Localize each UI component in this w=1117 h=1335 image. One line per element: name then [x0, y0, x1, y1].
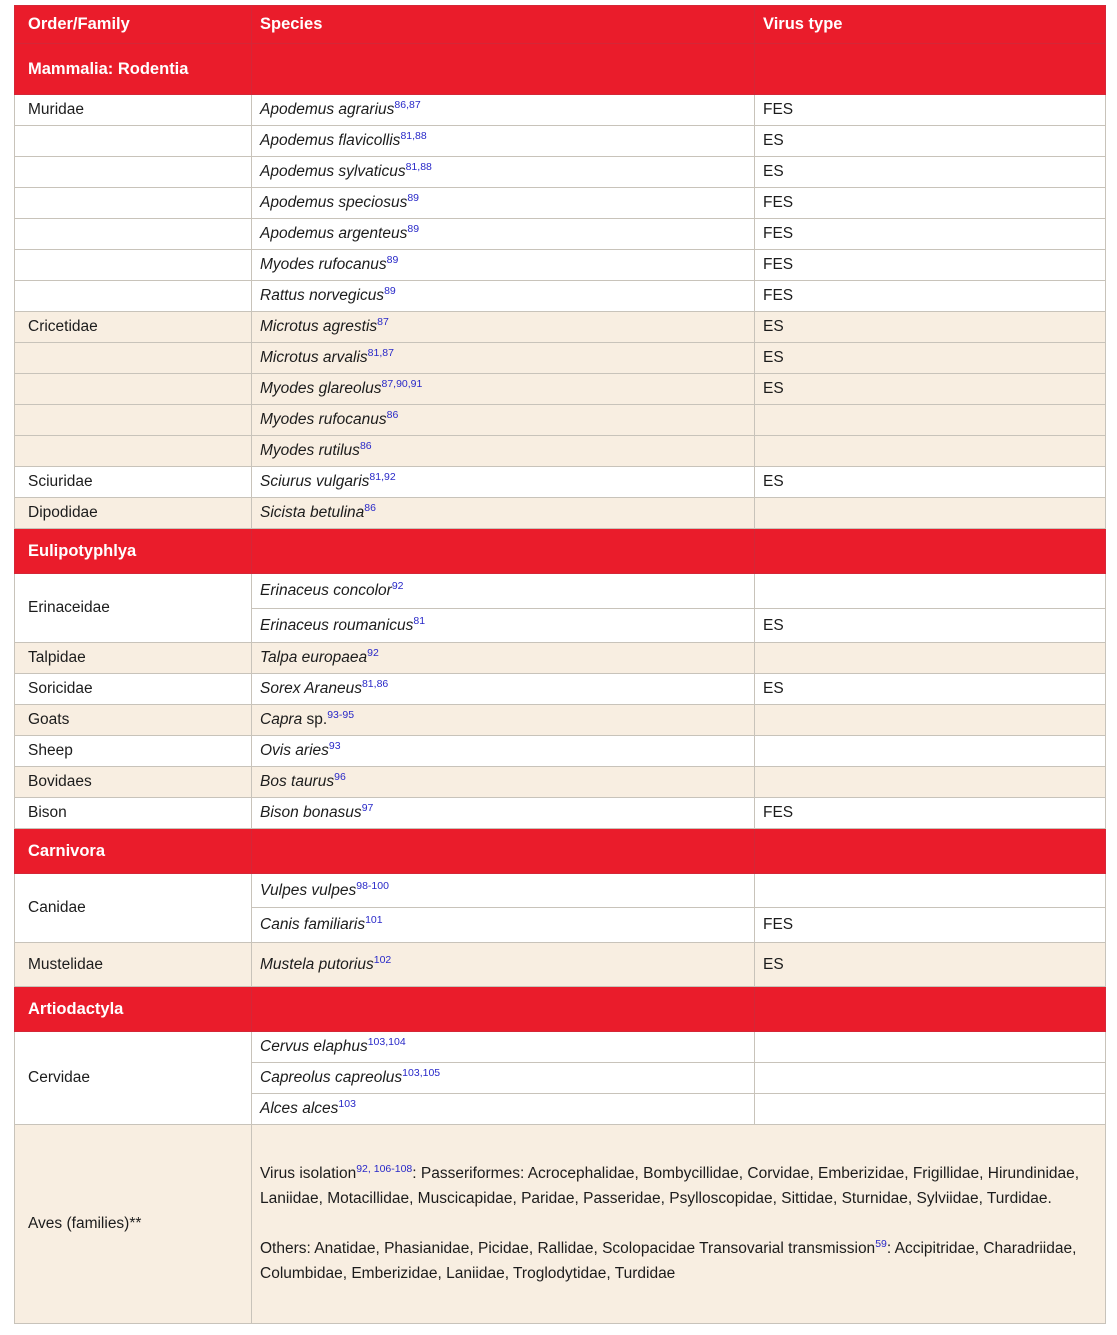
- table-row: [15, 436, 1106, 467]
- order-family-cell: Canidae: [15, 874, 252, 943]
- reference-superscript: 86,87: [394, 99, 421, 112]
- table-row: [15, 705, 1106, 736]
- species-name: Apodemus sylvaticus: [260, 163, 406, 180]
- species-name: Capra: [260, 711, 303, 728]
- aves-text: : Passeriformes: Acrocephalidae, Bombycillidae, Corvidae, Emberizidae, Frigillidae, Hirundinidae, Laniidae, Motacillidae, Muscicapidae, Paridae, Passeridae, Psylloscopidae, Sittidae, Sturnidae, Sylviidae, Turdidae.: [260, 1165, 1080, 1207]
- reference-superscript: 86: [386, 409, 399, 422]
- species-cell: [252, 126, 755, 157]
- species-cell: [252, 643, 755, 674]
- reference-superscript: 59: [875, 1238, 887, 1251]
- reference-superscript: 93: [328, 740, 341, 753]
- order-family-cell: [15, 188, 252, 219]
- species-cell: [252, 908, 755, 943]
- section-row: [15, 829, 1106, 874]
- virus-type-cell: ES: [755, 157, 1106, 188]
- species-name: Alces alces: [260, 1100, 339, 1117]
- species-cell: [252, 467, 755, 498]
- reference-superscript: 81,88: [405, 161, 432, 174]
- virus-type-cell: FES: [755, 798, 1106, 829]
- species-cell: [252, 436, 755, 467]
- species-name: Rattus norvegicus: [260, 287, 385, 304]
- table-row: [15, 574, 1106, 609]
- reference-superscript: 102: [373, 953, 392, 966]
- reference-superscript: 92, 106-108: [356, 1163, 413, 1176]
- reference-superscript: 87: [377, 316, 389, 329]
- order-family-cell: Cervidae: [15, 1032, 252, 1125]
- column-header-order-family: Order/Family: [15, 6, 252, 44]
- species-name: Bison bonasus: [260, 804, 362, 821]
- section-title: Mammalia: Rodentia: [15, 44, 252, 95]
- species-cell: [252, 498, 755, 529]
- section-row: [15, 987, 1106, 1032]
- section-cell-empty: [755, 44, 1106, 95]
- virus-type-cell: [755, 767, 1106, 798]
- aves-text: : Accipitridae, Charadriidae, Columbidae, Emberizidae, Laniidae, Troglodytidae, Turdidae: [260, 1240, 1077, 1282]
- table-row: [15, 312, 1106, 343]
- order-family-cell: Sheep: [15, 736, 252, 767]
- order-family-cell: Dipodidae: [15, 498, 252, 529]
- species-cell: [252, 250, 755, 281]
- species-name: Vulpes vulpes: [260, 881, 357, 899]
- species-cell: [252, 705, 755, 736]
- virus-type-cell: [755, 736, 1106, 767]
- section-title: Eulipotyphlya: [15, 529, 252, 574]
- species-name: Apodemus flavicollis: [260, 132, 401, 149]
- species-cell: [252, 374, 755, 405]
- virus-type-cell: [755, 643, 1106, 674]
- column-header-species: Species: [252, 6, 755, 44]
- reference-superscript: 103,105: [402, 1067, 441, 1080]
- virus-type-cell: FES: [755, 908, 1106, 943]
- table-row: [15, 498, 1106, 529]
- reference-superscript: 81,92: [369, 471, 396, 484]
- table-row: [15, 405, 1106, 436]
- order-family-cell: Bison: [15, 798, 252, 829]
- virus-type-cell: [755, 705, 1106, 736]
- table-row: [15, 643, 1106, 674]
- reference-superscript: 103: [338, 1098, 356, 1111]
- order-family-cell: Soricidae: [15, 674, 252, 705]
- species-cell: [252, 1094, 755, 1125]
- species-cell: [252, 674, 755, 705]
- species-name: Bos taurus: [260, 773, 335, 790]
- aves-paragraph: [260, 1162, 1097, 1211]
- order-family-cell: [15, 219, 252, 250]
- reference-superscript: 89: [384, 285, 396, 298]
- aves-text: Virus isolation: [260, 1165, 357, 1182]
- species-name: Talpa europaea: [260, 649, 368, 666]
- table-row: [15, 1032, 1106, 1063]
- species-name: Cervus elaphus: [260, 1038, 368, 1055]
- section-row: [15, 44, 1106, 95]
- virus-type-cell: ES: [755, 374, 1106, 405]
- table-row: [15, 467, 1106, 498]
- reference-superscript: 92: [367, 647, 379, 660]
- virus-type-cell: [755, 498, 1106, 529]
- header-row: [15, 6, 1106, 44]
- species-cell: [252, 95, 755, 126]
- order-family-cell: [15, 405, 252, 436]
- order-family-cell: [15, 126, 252, 157]
- virus-type-cell: FES: [755, 219, 1106, 250]
- host-species-table: [14, 5, 1106, 1324]
- species-cell: [252, 312, 755, 343]
- species-cell: [252, 281, 755, 312]
- species-name: Myodes rufocanus: [260, 256, 387, 273]
- reference-superscript: 96: [334, 771, 346, 784]
- order-family-cell: [15, 436, 252, 467]
- table-row: [15, 157, 1106, 188]
- species-name: Canis familiaris: [260, 916, 366, 933]
- species-cell: [252, 574, 755, 609]
- virus-type-cell: [755, 574, 1106, 609]
- aves-row: [15, 1125, 1106, 1324]
- virus-type-cell: ES: [755, 674, 1106, 705]
- order-family-cell: Mustelidae: [15, 943, 252, 987]
- table-row: [15, 874, 1106, 908]
- virus-type-cell: FES: [755, 95, 1106, 126]
- section-title: Carnivora: [15, 829, 252, 874]
- order-family-cell: [15, 343, 252, 374]
- species-name: Microtus arvalis: [260, 349, 368, 366]
- species-name: Erinaceus roumanicus: [260, 616, 414, 634]
- reference-superscript: 93-95: [327, 709, 355, 722]
- section-cell-empty: [755, 529, 1106, 574]
- order-family-cell: Talpidae: [15, 643, 252, 674]
- reference-superscript: 97: [361, 802, 374, 815]
- virus-type-cell: ES: [755, 609, 1106, 643]
- virus-type-cell: ES: [755, 312, 1106, 343]
- species-name: Sciurus vulgaris: [260, 473, 370, 490]
- species-name: Apodemus speciosus: [260, 194, 408, 211]
- table-row: [15, 374, 1106, 405]
- section-title: Artiodactyla: [15, 987, 252, 1032]
- reference-superscript: 81,86: [361, 678, 389, 691]
- table-row: [15, 767, 1106, 798]
- reference-superscript: 87,90,91: [381, 378, 423, 391]
- species-cell: [252, 405, 755, 436]
- aves-paragraph: [260, 1237, 1097, 1286]
- order-family-cell: Bovidaes: [15, 767, 252, 798]
- species-name: Microtus agrestis: [260, 318, 378, 335]
- table-row: [15, 736, 1106, 767]
- species-name: Mustela putorius: [260, 955, 374, 973]
- species-cell: [252, 1063, 755, 1094]
- species-name: Erinaceus concolor: [260, 582, 392, 599]
- column-header-virus-type: Virus type: [755, 6, 1106, 44]
- order-family-cell: [15, 157, 252, 188]
- virus-type-cell: [755, 1032, 1106, 1063]
- reference-superscript: 81: [413, 614, 426, 627]
- section-cell-empty: [252, 987, 755, 1032]
- species-cell: [252, 609, 755, 643]
- species-name: Sorex Araneus: [260, 680, 362, 697]
- table-row: [15, 219, 1106, 250]
- species-cell: [252, 874, 755, 908]
- section-cell-empty: [755, 829, 1106, 874]
- aves-text: Others: Anatidae, Phasianidae, Picidae, Rallidae, Scolopacidae Transovarial transmission: [260, 1240, 876, 1257]
- species-cell: [252, 1032, 755, 1063]
- virus-type-cell: ES: [755, 343, 1106, 374]
- reference-superscript: 86: [364, 502, 376, 515]
- reference-superscript: 92: [391, 580, 404, 593]
- species-cell: [252, 343, 755, 374]
- table-row: [15, 188, 1106, 219]
- species-name: Capreolus capreolus: [260, 1069, 403, 1086]
- species-cell: [252, 219, 755, 250]
- order-family-cell: [15, 281, 252, 312]
- table-row: [15, 250, 1106, 281]
- table-row: [15, 95, 1106, 126]
- virus-type-cell: [755, 874, 1106, 908]
- species-cell: [252, 736, 755, 767]
- order-family-cell: Cricetidae: [15, 312, 252, 343]
- virus-type-cell: [755, 1094, 1106, 1125]
- virus-type-cell: FES: [755, 188, 1106, 219]
- species-name: Apodemus agrarius: [260, 101, 395, 118]
- reference-superscript: 81,88: [400, 130, 427, 143]
- species-cell: [252, 767, 755, 798]
- species-cell: [252, 188, 755, 219]
- virus-type-cell: ES: [755, 467, 1106, 498]
- reference-superscript: 81,87: [367, 347, 394, 360]
- table-row: [15, 798, 1106, 829]
- species-cell: [252, 943, 755, 987]
- table-row: [15, 126, 1106, 157]
- species-name: Myodes glareolus: [260, 380, 382, 397]
- table-body: [15, 44, 1106, 1324]
- species-cell: [252, 157, 755, 188]
- species-suffix: sp.: [302, 711, 328, 728]
- reference-superscript: 86: [359, 440, 372, 453]
- virus-type-cell: FES: [755, 281, 1106, 312]
- section-cell-empty: [755, 987, 1106, 1032]
- species-name: Apodemus argenteus: [260, 225, 408, 242]
- species-name: Sicista betulina: [260, 504, 365, 521]
- reference-superscript: 89: [386, 254, 399, 267]
- virus-type-cell: [755, 405, 1106, 436]
- order-family-cell: [15, 374, 252, 405]
- table-row: [15, 943, 1106, 987]
- species-name: Ovis aries: [260, 742, 329, 759]
- species-cell: [252, 798, 755, 829]
- species-name: Myodes rutilus: [260, 442, 360, 459]
- virus-type-cell: [755, 436, 1106, 467]
- section-cell-empty: [252, 829, 755, 874]
- order-family-cell: Muridae: [15, 95, 252, 126]
- section-cell-empty: [252, 44, 755, 95]
- reference-superscript: 89: [407, 192, 420, 205]
- reference-superscript: 89: [407, 223, 420, 236]
- table-row: [15, 281, 1106, 312]
- virus-type-cell: FES: [755, 250, 1106, 281]
- table-header: [15, 6, 1106, 44]
- virus-type-cell: ES: [755, 126, 1106, 157]
- virus-type-cell: [755, 1063, 1106, 1094]
- section-cell-empty: [252, 529, 755, 574]
- order-family-cell: Sciuridae: [15, 467, 252, 498]
- order-family-cell: Goats: [15, 705, 252, 736]
- aves-families-cell: [252, 1125, 1106, 1324]
- reference-superscript: 103,104: [367, 1036, 406, 1049]
- order-family-cell: Erinaceidae: [15, 574, 252, 643]
- table-row: [15, 674, 1106, 705]
- virus-type-cell: ES: [755, 943, 1106, 987]
- table-row: [15, 343, 1106, 374]
- order-family-cell: [15, 250, 252, 281]
- reference-superscript: 101: [365, 914, 383, 927]
- order-family-cell: Aves (families)**: [15, 1125, 252, 1324]
- species-name: Myodes rufocanus: [260, 411, 387, 428]
- section-row: [15, 529, 1106, 574]
- reference-superscript: 98-100: [356, 879, 389, 892]
